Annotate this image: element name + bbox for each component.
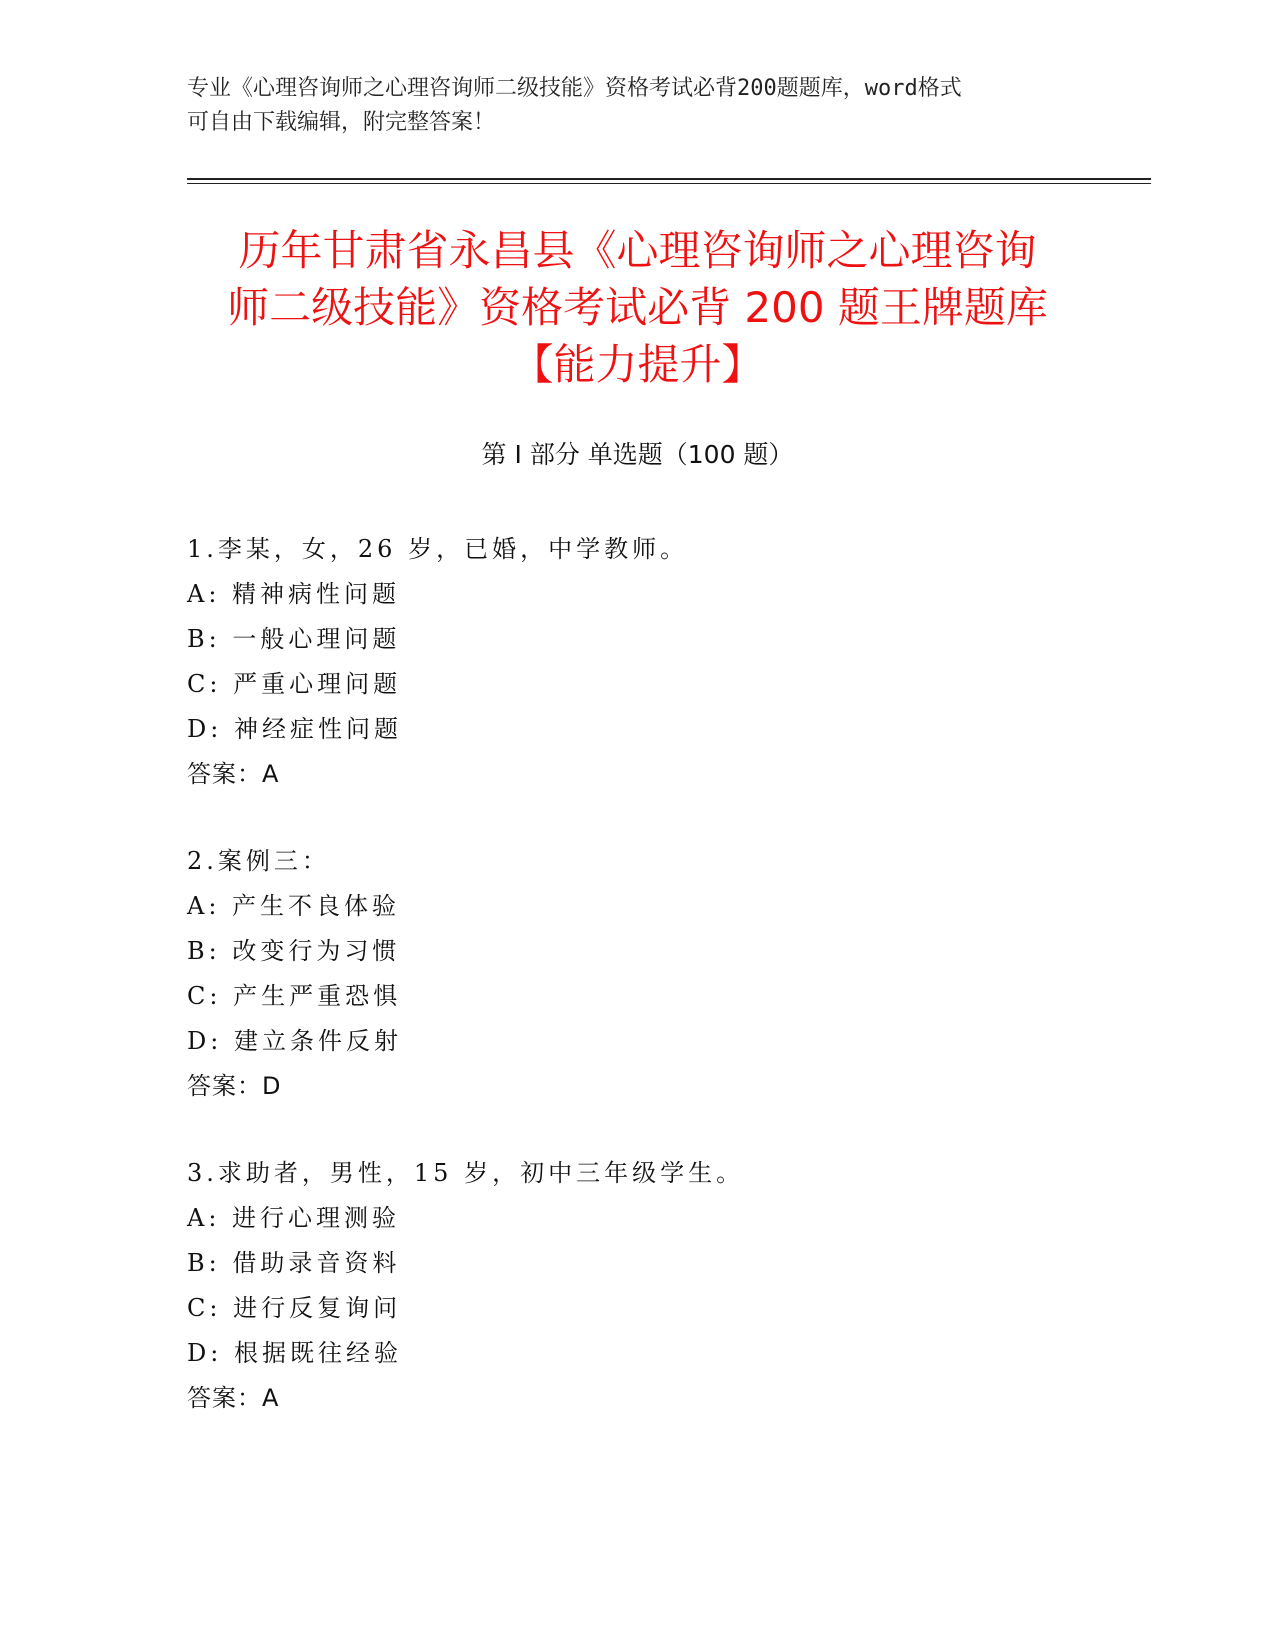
header-note-line-2: 可自由下载编辑，附完整答案！ [187,110,496,135]
option-d: D: 根据既往经验 [187,1339,402,1367]
question-item [187,527,1087,797]
option-d: D: 建立条件反射 [187,1027,402,1055]
question-stem: 1.李某，女，26 岁，已婚，中学教师。 [187,535,689,563]
answer: 答案：D [187,1072,282,1100]
question-list [187,527,1087,1463]
answer: 答案：A [187,760,280,788]
section-title: 第 I 部分 单选题（100 题） [481,440,794,469]
header-divider-thick [187,178,1151,180]
title-line-2: 师二级技能》资格考试必背 200 题王牌题库 [227,283,1048,332]
header-note-line-1: 专业《心理咨询师之心理咨询师二级技能》资格考试必背200题题库，word格式 [187,76,962,101]
option-a: A: 精神病性问题 [187,580,401,608]
answer: 答案：A [187,1384,280,1412]
title-line-3: 【能力提升】 [511,340,764,389]
title-line-1: 历年甘肃省永昌县《心理咨询师之心理咨询 [238,226,1037,275]
option-a: A: 产生不良体验 [187,892,401,920]
option-c: C: 产生严重恐惧 [187,982,402,1010]
question-stem: 2.案例三： [187,847,330,875]
question-item [187,839,1087,1109]
header-note [187,72,1087,140]
document-title [160,222,1115,393]
question-item [187,1151,1087,1421]
option-b: B: 改变行为习惯 [187,937,401,965]
question-stem: 3.求助者，男性，15 岁，初中三年级学生。 [187,1159,745,1187]
header-divider-thin [187,183,1151,184]
option-c: C: 进行反复询问 [187,1294,402,1322]
option-b: B: 借助录音资料 [187,1249,401,1277]
option-a: A: 进行心理测验 [187,1204,401,1232]
option-c: C: 严重心理问题 [187,670,402,698]
option-d: D: 神经症性问题 [187,715,402,743]
option-b: B: 一般心理问题 [187,625,401,653]
